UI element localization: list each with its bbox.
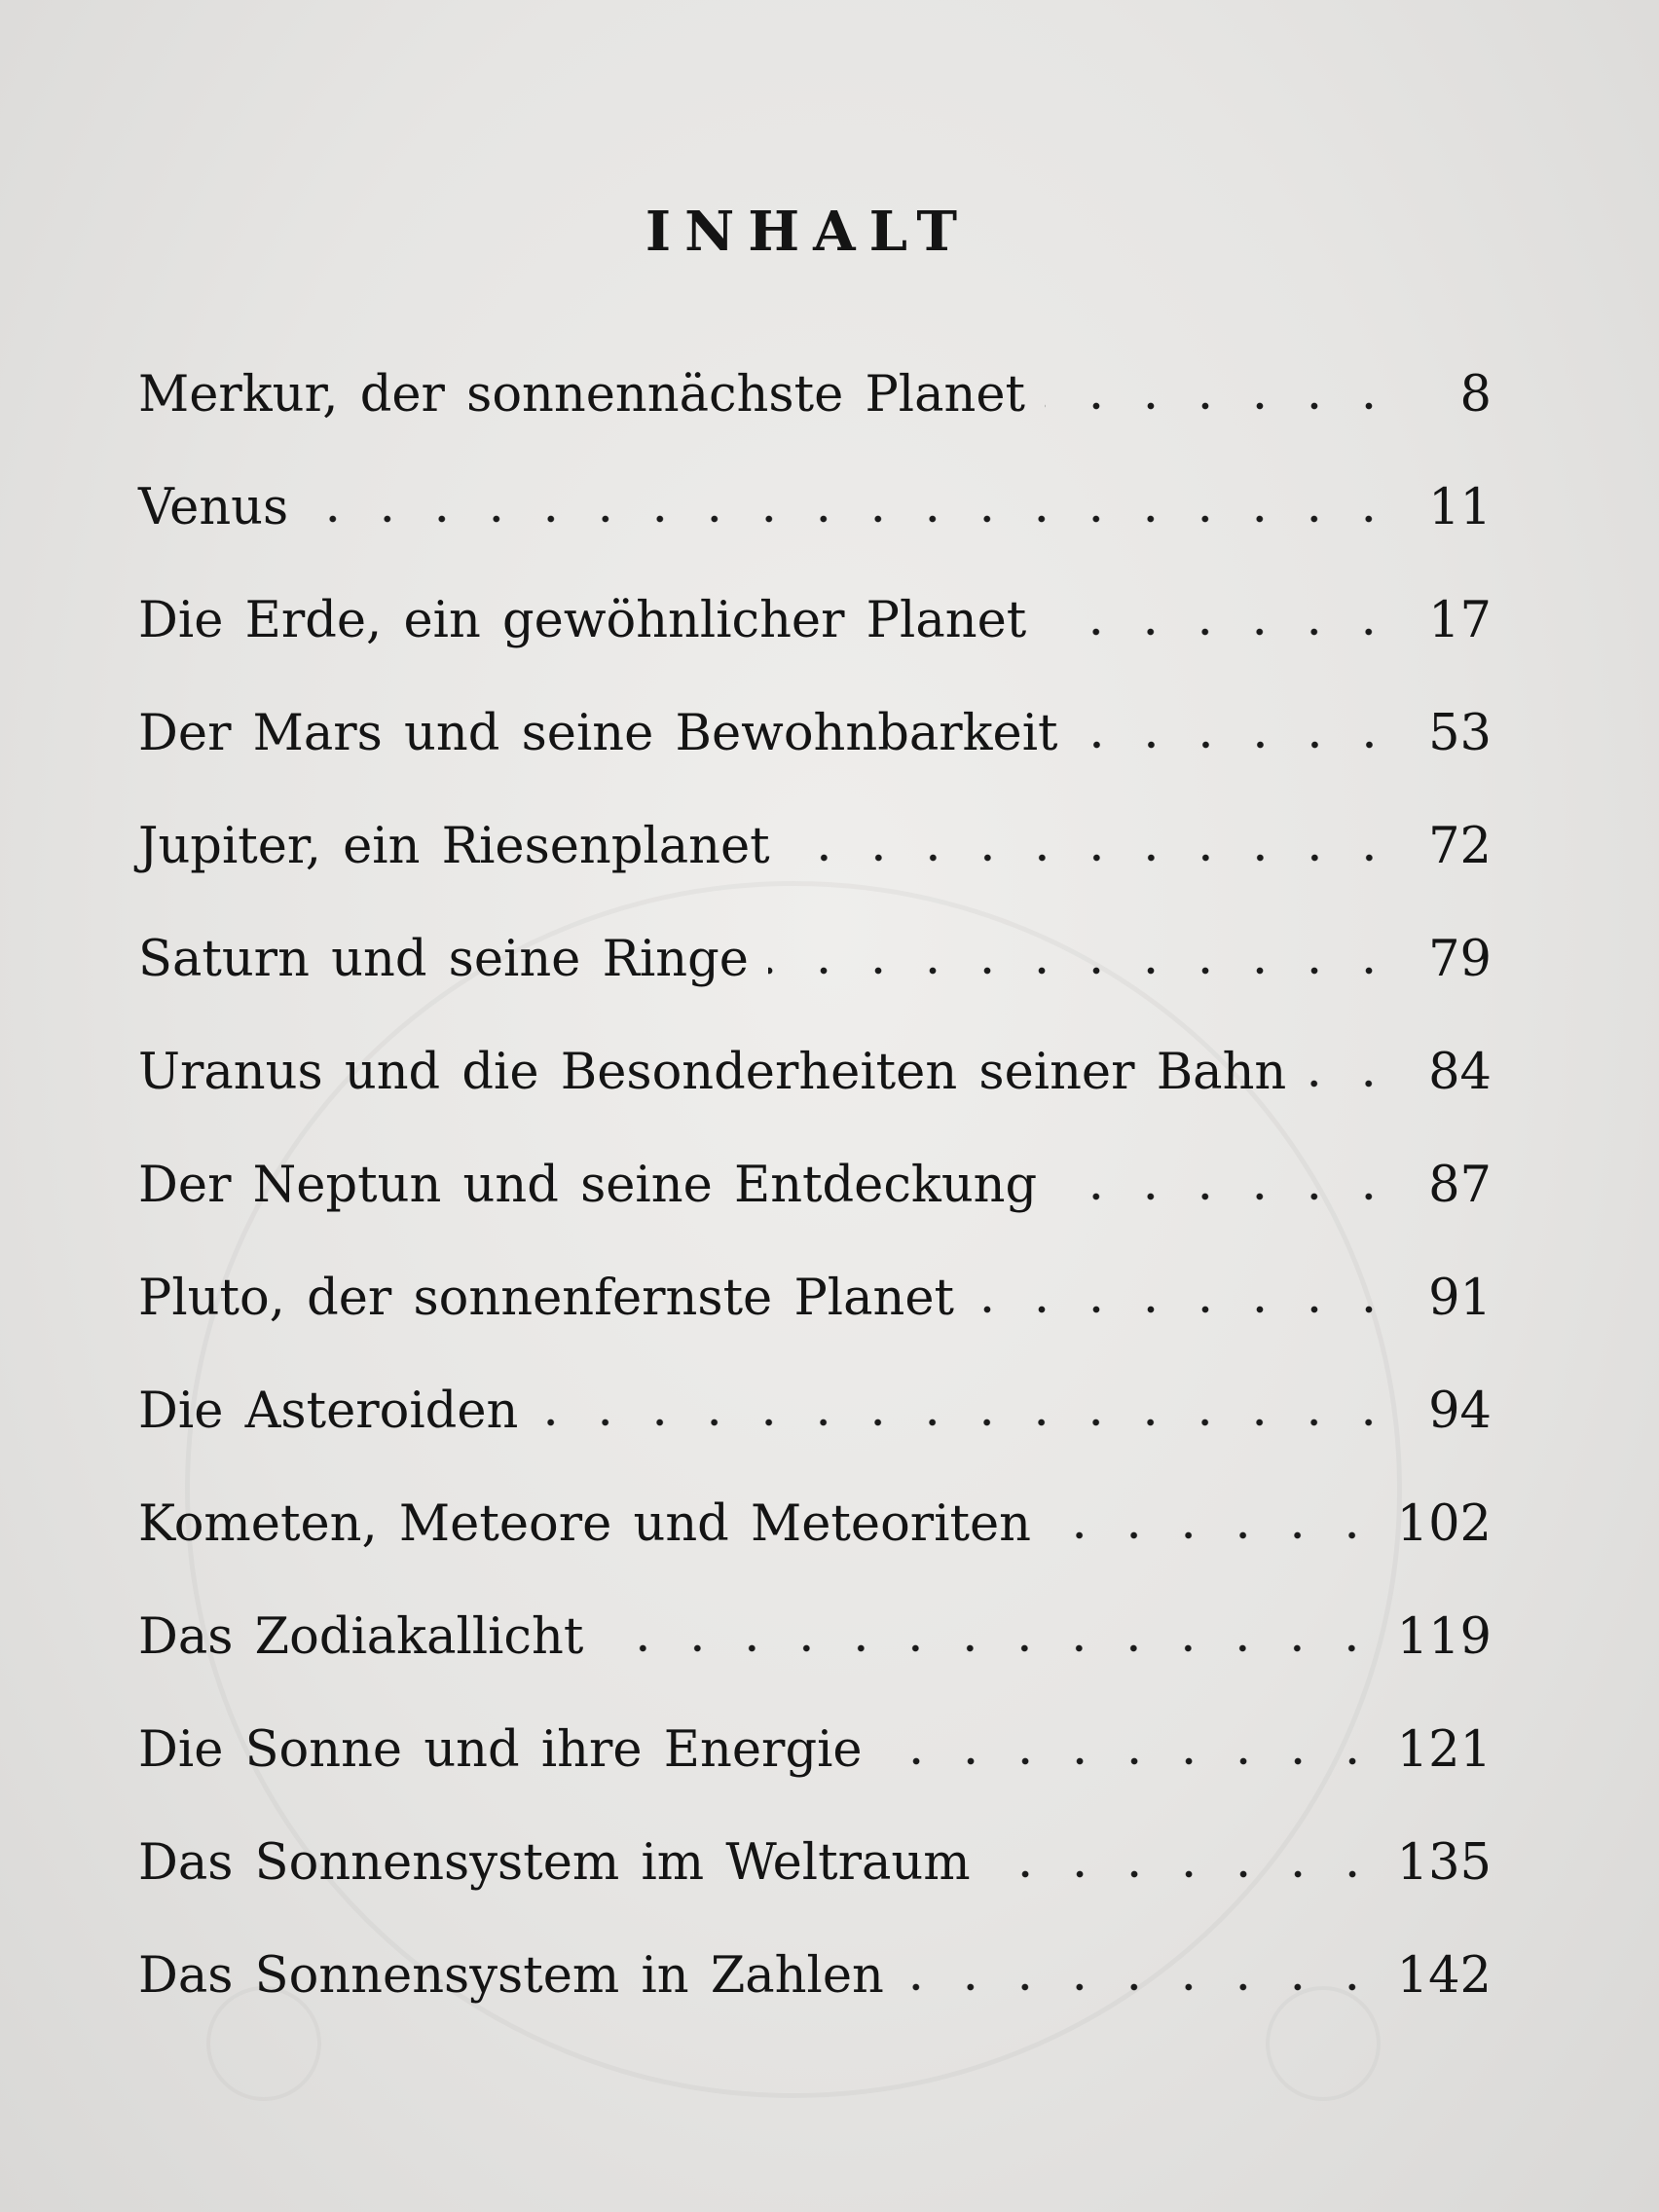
toc-entry-title: Die Sonne und ihre Energie xyxy=(138,1721,863,1779)
toc-entry-title: Pluto, der sonnenfernste Planet xyxy=(138,1270,955,1327)
toc-entry-page: 11 xyxy=(1428,479,1492,536)
toc-entry-page: 142 xyxy=(1396,1947,1492,2005)
toc-entry-title: Der Mars und seine Bewohnbarkeit xyxy=(138,705,1058,762)
page-title: INHALT xyxy=(645,200,972,264)
toc-entry-page: 84 xyxy=(1428,1044,1492,1101)
toc-entry xyxy=(138,565,1492,678)
toc-entry xyxy=(138,791,1492,903)
toc-entry-title: Merkur, der sonnennächste Planet xyxy=(138,366,1026,424)
toc-entry xyxy=(138,1468,1492,1581)
toc-entry-title: Kometen, Meteore und Meteoriten xyxy=(138,1495,1032,1553)
dot-leader xyxy=(1306,1079,1396,1088)
dot-leader xyxy=(603,1643,1379,1653)
toc-entry-title: Saturn und seine Ringe xyxy=(138,931,749,988)
toc-entry xyxy=(138,1016,1492,1129)
toc-entry-page: 94 xyxy=(1428,1382,1492,1440)
toc-entry xyxy=(138,903,1492,1016)
dot-leader xyxy=(537,1418,1396,1427)
dot-leader xyxy=(903,1982,1380,1992)
dot-leader xyxy=(882,1756,1380,1766)
toc-entry xyxy=(138,1581,1492,1694)
toc-entry-page: 53 xyxy=(1428,705,1492,762)
toc-entry-title: Der Neptun und seine Entdeckung xyxy=(138,1157,1038,1214)
toc-entry xyxy=(138,1242,1492,1355)
toc-entry xyxy=(138,1920,1492,2033)
dot-leader xyxy=(1045,401,1396,411)
toc-entry-page: 72 xyxy=(1428,818,1492,875)
toc-entry-title: Das Sonnensystem in Zahlen xyxy=(138,1947,884,2005)
toc-entry-title: Das Zodiakallicht xyxy=(138,1608,584,1666)
toc-entry-page: 91 xyxy=(1428,1270,1492,1327)
toc-entry xyxy=(138,1807,1492,1920)
toc-entry xyxy=(138,339,1492,452)
toc-entry xyxy=(138,678,1492,791)
toc-entry xyxy=(138,1129,1492,1242)
toc-entry-page: 17 xyxy=(1428,592,1492,649)
toc-entry-title: Das Sonnensystem im Weltraum xyxy=(138,1834,971,1892)
toc-entry-title: Jupiter, ein Riesenplanet xyxy=(138,818,770,875)
toc-entry-title: Die Erde, ein gewöhnlicher Planet xyxy=(138,592,1027,649)
dot-leader xyxy=(768,966,1396,976)
dot-leader xyxy=(990,1869,1380,1879)
toc-entry-page: 102 xyxy=(1396,1495,1492,1553)
dot-leader xyxy=(790,853,1396,863)
dot-leader xyxy=(1051,1530,1380,1540)
toc-entry-title: Uranus und die Besonderheiten seiner Bahn xyxy=(138,1044,1287,1101)
toc-entry xyxy=(138,1694,1492,1807)
toc-entry-title: Die Asteroiden xyxy=(138,1382,519,1440)
toc-entry xyxy=(138,452,1492,565)
toc-entry-page: 87 xyxy=(1428,1157,1492,1214)
toc-entry-page: 79 xyxy=(1428,931,1492,988)
dot-leader xyxy=(1056,1192,1396,1201)
dot-leader xyxy=(308,514,1396,524)
table-of-contents xyxy=(138,339,1492,2033)
dot-leader xyxy=(1046,627,1396,637)
dot-leader xyxy=(1078,740,1396,750)
toc-entry-page: 8 xyxy=(1459,366,1492,424)
toc-entry-title: Venus xyxy=(138,479,289,536)
toc-entry-page: 135 xyxy=(1396,1834,1492,1892)
dot-leader xyxy=(974,1305,1396,1314)
toc-entry xyxy=(138,1355,1492,1468)
toc-entry-page: 119 xyxy=(1396,1608,1492,1666)
toc-entry-page: 121 xyxy=(1396,1721,1492,1779)
